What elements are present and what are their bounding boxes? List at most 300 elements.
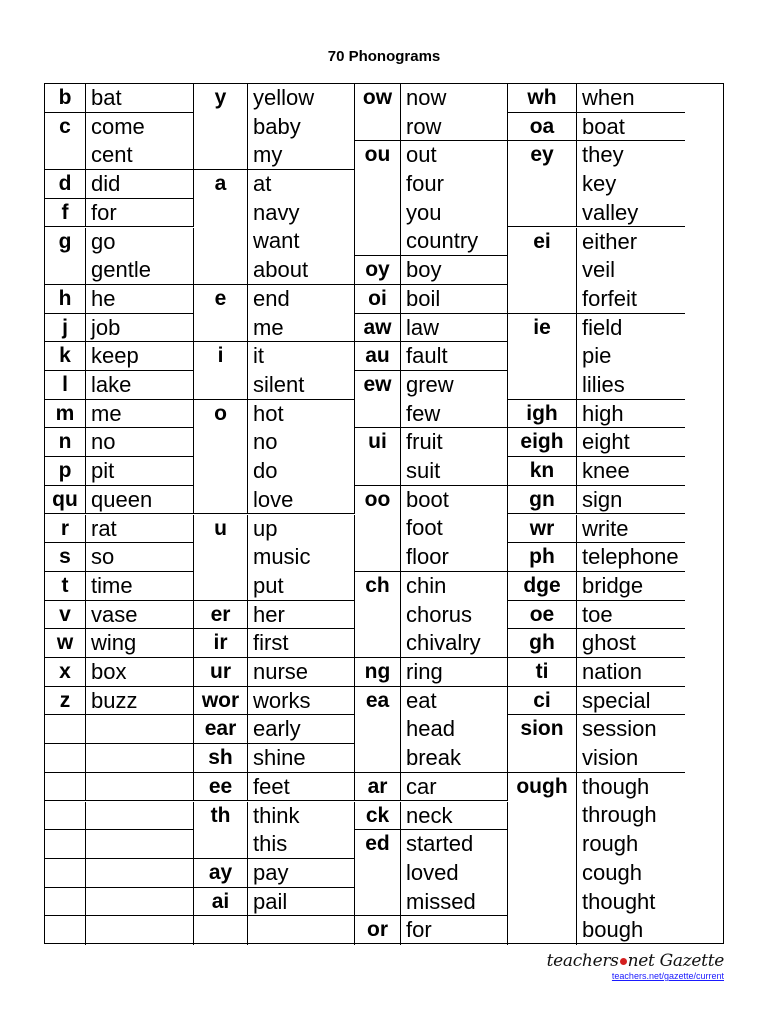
phonogram-code-cell — [45, 629, 86, 658]
example-words-cell — [86, 773, 194, 802]
phonogram-code — [45, 916, 85, 945]
example-word — [86, 773, 193, 802]
example-word: knee — [582, 458, 630, 484]
phonogram-table — [44, 83, 724, 944]
red-dot-icon — [620, 958, 627, 965]
example-words-cell — [401, 486, 508, 572]
phonogram-code: oi — [368, 286, 387, 310]
example-words-cell — [248, 888, 355, 917]
phonogram-code-cell — [508, 228, 577, 314]
example-words-cell — [577, 314, 685, 400]
phonogram-code-cell — [355, 428, 401, 485]
example-words-cell — [577, 629, 685, 658]
example-word: telephone — [582, 544, 679, 570]
example-words-cell — [86, 371, 194, 400]
phonogram-code-cell — [45, 916, 86, 945]
example-word: go — [91, 228, 116, 254]
phonogram-code-cell — [194, 859, 248, 888]
phonogram-code: i — [217, 344, 224, 368]
example-word: gentle — [91, 257, 151, 283]
phonogram-code: w — [56, 631, 74, 655]
phonogram-code-cell — [508, 543, 577, 572]
phonogram-code: ow — [362, 86, 393, 109]
phonogram-code: wr — [529, 516, 555, 540]
phonogram-code-cell — [45, 744, 86, 773]
phonogram-code-cell — [194, 601, 248, 630]
phonogram-code: l — [62, 373, 68, 396]
example-words-cell — [86, 314, 194, 343]
example-words-cell — [248, 400, 355, 515]
example-words-cell — [248, 629, 355, 658]
phonogram-code: eigh — [520, 430, 564, 454]
example-word: nation — [582, 659, 642, 684]
example-word: eat — [406, 687, 437, 713]
phonogram-code-cell — [355, 371, 401, 428]
example-word — [86, 744, 193, 773]
example-words-cell — [86, 687, 194, 716]
phonogram-code-cell — [45, 802, 86, 831]
example-words-cell — [577, 658, 685, 687]
phonogram-code-cell — [45, 342, 86, 371]
phonogram-code: ar — [367, 774, 388, 798]
phonogram-code-cell — [45, 400, 86, 429]
phonogram-code-cell — [355, 572, 401, 658]
example-words-cell — [401, 285, 508, 314]
example-words-cell — [86, 170, 194, 199]
example-word: love — [253, 486, 294, 512]
example-words-cell — [248, 715, 355, 744]
example-words-cell — [577, 715, 685, 772]
phonogram-code: ir — [213, 631, 228, 655]
example-words-cell — [86, 428, 194, 457]
phonogram-code-cell — [194, 285, 248, 342]
example-word: my — [253, 142, 283, 168]
example-words-cell — [401, 916, 508, 945]
phonogram-code-cell — [194, 802, 248, 859]
example-words-cell — [86, 658, 194, 687]
example-words-cell — [401, 802, 508, 831]
phonogram-code-cell — [45, 486, 86, 515]
phonogram-code-cell — [355, 658, 401, 687]
example-word: either — [582, 228, 638, 254]
example-word: floor — [406, 544, 449, 570]
phonogram-code-cell — [355, 84, 401, 141]
example-word: session — [582, 716, 657, 742]
example-words-cell — [577, 400, 685, 429]
phonogram-code-cell — [194, 715, 248, 744]
example-words-cell — [248, 916, 355, 945]
example-word: fruit — [406, 429, 443, 455]
example-word: up — [253, 515, 278, 541]
example-word: head — [406, 716, 455, 742]
example-word — [86, 888, 193, 917]
phonogram-code: ou — [364, 143, 391, 167]
phonogram-code — [45, 802, 85, 831]
phonogram-code-cell — [45, 572, 86, 601]
example-word: feet — [253, 773, 290, 799]
example-word: boat — [582, 113, 625, 139]
example-words-cell — [401, 141, 508, 256]
phonogram-code-cell — [508, 515, 577, 544]
phonogram-code-cell — [194, 687, 248, 716]
phonogram-code-cell — [355, 141, 401, 256]
example-words-cell — [86, 916, 194, 945]
phonogram-code: a — [214, 172, 227, 196]
example-word: navy — [253, 199, 300, 225]
phonogram-code-cell — [45, 170, 86, 199]
phonogram-code-cell — [194, 916, 248, 945]
phonogram-code — [45, 888, 85, 917]
example-word: boot — [406, 486, 449, 512]
phonogram-code-cell — [45, 515, 86, 544]
example-words-cell — [86, 285, 194, 314]
example-words-cell — [577, 486, 685, 515]
example-word: shine — [253, 745, 306, 771]
phonogram-code: ough — [516, 774, 568, 798]
example-word — [86, 916, 193, 945]
example-word: vision — [582, 745, 639, 771]
example-word: through — [582, 802, 657, 828]
phonogram-code: m — [55, 401, 75, 425]
example-words-cell — [86, 486, 194, 515]
phonogram-code-cell — [508, 400, 577, 429]
example-word: field — [582, 314, 623, 340]
example-word: eight — [582, 429, 630, 455]
example-words-cell — [86, 400, 194, 429]
example-words-cell — [577, 457, 685, 486]
phonogram-code: ur — [210, 660, 231, 683]
example-words-cell — [86, 802, 194, 831]
phonogram-code-cell — [45, 773, 86, 802]
example-word: me — [253, 314, 284, 340]
example-words-cell — [86, 715, 194, 744]
phonogram-code: e — [214, 286, 227, 310]
phonogram-code: ed — [365, 832, 390, 856]
example-word: bat — [91, 85, 122, 110]
phonogram-code: ey — [530, 143, 554, 167]
phonogram-code-cell — [194, 84, 248, 170]
example-word: loved — [406, 859, 459, 885]
logo-text-left: teachers — [546, 951, 619, 971]
phonogram-code: wh — [527, 86, 557, 109]
example-words-cell — [86, 113, 194, 170]
phonogram-code-cell — [45, 228, 86, 285]
phonogram-code: or — [367, 918, 388, 942]
example-words-cell — [248, 285, 355, 342]
example-word: early — [253, 716, 301, 742]
example-word: did — [91, 171, 121, 197]
example-word: first — [253, 630, 289, 656]
example-words-cell — [248, 170, 355, 285]
phonogram-code: j — [62, 315, 68, 339]
example-word: lilies — [582, 371, 625, 397]
example-word: high — [582, 400, 624, 426]
phonogram-code-cell — [45, 371, 86, 400]
phonogram-code: u — [214, 516, 227, 540]
example-word: pit — [91, 458, 115, 484]
example-word: lake — [91, 372, 132, 397]
footer — [547, 952, 724, 982]
phonogram-code-cell — [45, 687, 86, 716]
phonogram-code-cell — [45, 113, 86, 170]
example-words-cell — [577, 773, 685, 945]
phonogram-code: d — [58, 172, 72, 196]
example-word: so — [91, 544, 115, 570]
phonogram-code: y — [214, 86, 227, 109]
phonogram-code: igh — [526, 401, 558, 425]
example-word: four — [406, 171, 444, 197]
phonogram-code: g — [58, 229, 72, 253]
phonogram-code-cell — [355, 285, 401, 314]
example-word: think — [253, 802, 300, 828]
example-word: cent — [91, 142, 133, 168]
example-words-cell — [401, 687, 508, 773]
example-words-cell — [401, 342, 508, 371]
phonogram-code-cell — [508, 141, 577, 227]
example-words-cell — [86, 629, 194, 658]
phonogram-code — [45, 715, 85, 744]
example-word: for — [406, 917, 432, 943]
phonogram-code-cell — [45, 199, 86, 228]
phonogram-code-cell — [355, 773, 401, 802]
example-words-cell — [401, 314, 508, 343]
phonogram-code — [194, 916, 247, 945]
example-words-cell — [248, 687, 355, 716]
phonogram-code-cell — [194, 342, 248, 399]
example-word: box — [91, 659, 127, 684]
phonogram-code-cell — [45, 830, 86, 859]
phonogram-code-cell — [508, 687, 577, 716]
example-words-cell — [577, 84, 685, 113]
page-title: 70 Phonograms — [327, 48, 441, 65]
example-word: foot — [406, 515, 443, 541]
example-word: yellow — [253, 85, 315, 110]
example-word — [86, 830, 193, 859]
example-words-cell — [86, 228, 194, 285]
example-word: do — [253, 458, 278, 484]
phonogram-code: f — [61, 200, 69, 224]
phonogram-code: gn — [529, 487, 555, 511]
phonogram-code: th — [210, 803, 231, 827]
phonogram-code-cell — [355, 687, 401, 773]
example-word: no — [91, 429, 116, 455]
example-word: valley — [582, 199, 639, 225]
phonogram-code: oe — [529, 602, 555, 626]
phonogram-code-cell — [355, 342, 401, 371]
phonogram-code: p — [58, 459, 72, 483]
example-words-cell — [248, 859, 355, 888]
phonogram-code-cell — [508, 457, 577, 486]
phonogram-code-cell — [355, 314, 401, 343]
example-words-cell — [401, 572, 508, 658]
example-word: this — [253, 831, 288, 857]
example-word: pay — [253, 859, 289, 885]
example-word: music — [253, 544, 311, 570]
example-words-cell — [86, 572, 194, 601]
example-word: few — [406, 400, 441, 426]
phonogram-code-cell — [45, 543, 86, 572]
example-word: pail — [253, 888, 288, 914]
example-word: it — [253, 343, 264, 369]
example-word: missed — [406, 888, 476, 914]
example-word: ring — [406, 659, 443, 684]
example-word: cough — [582, 859, 642, 885]
example-word: pie — [582, 343, 612, 369]
phonogram-code: ay — [208, 860, 233, 884]
phonogram-code-cell — [194, 888, 248, 917]
example-word: fault — [406, 343, 448, 369]
example-word: vase — [91, 601, 138, 627]
phonogram-code: ti — [535, 660, 549, 683]
example-word: break — [406, 745, 462, 771]
example-words-cell — [577, 601, 685, 630]
example-word: for — [91, 199, 117, 225]
phonogram-code: ci — [533, 688, 551, 712]
phonogram-code-cell — [508, 773, 577, 945]
phonogram-code-cell — [194, 515, 248, 601]
example-word: forfeit — [582, 285, 638, 311]
example-words-cell — [577, 113, 685, 142]
example-word: write — [582, 515, 629, 541]
phonogram-code: x — [59, 660, 71, 683]
phonogram-code-cell — [194, 400, 248, 515]
phonogram-code: ei — [533, 229, 551, 253]
phonogram-code: sh — [208, 746, 233, 770]
example-word: now — [406, 85, 447, 110]
example-word: bridge — [582, 572, 644, 598]
phonogram-code-cell — [508, 314, 577, 400]
example-words-cell — [248, 658, 355, 687]
example-word: come — [91, 113, 145, 139]
phonogram-code: er — [210, 602, 231, 626]
example-word: boy — [406, 257, 442, 283]
phonogram-code-cell — [508, 84, 577, 113]
example-words-cell — [248, 744, 355, 773]
example-words-cell — [248, 802, 355, 859]
phonogram-code: ee — [208, 774, 233, 798]
phonogram-code — [45, 744, 85, 773]
phonogram-code: ai — [211, 889, 230, 913]
example-word: job — [91, 314, 121, 340]
example-word: want — [253, 228, 300, 254]
example-words-cell — [401, 84, 508, 141]
example-word: chin — [406, 572, 447, 598]
phonogram-code: n — [58, 430, 72, 454]
example-words-cell — [86, 888, 194, 917]
example-words-cell — [401, 371, 508, 428]
example-word: neck — [406, 802, 453, 828]
example-word: they — [582, 142, 624, 168]
phonogram-code: oy — [365, 258, 390, 282]
phonogram-code-cell — [355, 802, 401, 831]
phonogram-code-cell — [194, 773, 248, 802]
phonogram-code: sion — [520, 717, 564, 741]
example-word: he — [91, 285, 116, 311]
phonogram-code: dge — [523, 573, 561, 597]
phonogram-code: h — [58, 286, 72, 310]
example-words-cell — [86, 342, 194, 371]
example-word — [86, 802, 193, 831]
example-words-cell — [577, 572, 685, 601]
phonogram-code-cell — [45, 658, 86, 687]
example-word: you — [406, 199, 442, 225]
example-word: thought — [582, 888, 656, 914]
phonogram-code-cell — [508, 113, 577, 142]
phonogram-code: ng — [364, 660, 391, 683]
example-words-cell — [577, 141, 685, 227]
phonogram-code-cell — [45, 859, 86, 888]
example-words-cell — [401, 830, 508, 916]
example-word — [248, 916, 354, 945]
example-word: though — [582, 773, 650, 799]
example-words-cell — [86, 859, 194, 888]
example-word: started — [406, 831, 474, 857]
example-word: put — [253, 572, 284, 598]
phonogram-code-cell — [508, 629, 577, 658]
example-word: chorus — [406, 601, 473, 627]
example-words-cell — [248, 342, 355, 399]
example-word: out — [406, 142, 437, 168]
phonogram-code: gh — [529, 631, 555, 655]
phonogram-code: v — [59, 602, 71, 626]
example-word: car — [406, 773, 437, 799]
example-words-cell — [86, 515, 194, 544]
phonogram-code: qu — [52, 487, 78, 511]
example-word: hot — [253, 400, 284, 426]
example-word: bough — [582, 917, 644, 943]
phonogram-code — [45, 773, 85, 802]
example-words-cell — [86, 84, 194, 113]
logo-text-right: net Gazette — [627, 951, 724, 971]
phonogram-code: ea — [365, 688, 390, 712]
example-word: boil — [406, 285, 441, 311]
example-word: queen — [91, 486, 153, 512]
gazette-link[interactable]: teachers.net/gazette/current — [611, 971, 724, 981]
example-words-cell — [248, 84, 355, 170]
phonogram-code-cell — [45, 457, 86, 486]
phonogram-code-cell — [45, 888, 86, 917]
phonogram-code-cell — [194, 170, 248, 285]
phonogram-code: k — [59, 344, 71, 368]
example-word — [86, 859, 193, 888]
example-words-cell — [577, 543, 685, 572]
example-word: about — [253, 257, 309, 283]
phonogram-code: ck — [365, 803, 390, 827]
example-word: silent — [253, 371, 305, 397]
example-word: at — [253, 171, 272, 197]
teachers-net-logo[interactable] — [547, 952, 724, 970]
phonogram-code-cell — [355, 256, 401, 285]
example-word: wing — [91, 630, 137, 656]
phonogram-code: z — [59, 688, 71, 712]
example-word: special — [582, 687, 651, 713]
phonogram-code-cell — [508, 486, 577, 515]
example-word: works — [253, 687, 311, 713]
phonogram-code-cell — [45, 715, 86, 744]
example-words-cell — [86, 543, 194, 572]
example-word: no — [253, 429, 278, 455]
example-word — [86, 715, 193, 744]
example-words-cell — [401, 773, 508, 802]
phonogram-code: r — [60, 516, 70, 540]
example-word: baby — [253, 113, 301, 139]
phonogram-code: c — [59, 114, 71, 138]
phonogram-code: ear — [204, 717, 237, 741]
example-words-cell — [248, 601, 355, 630]
example-words-cell — [86, 457, 194, 486]
phonogram-code: ch — [365, 573, 390, 597]
example-word: sign — [582, 486, 623, 512]
